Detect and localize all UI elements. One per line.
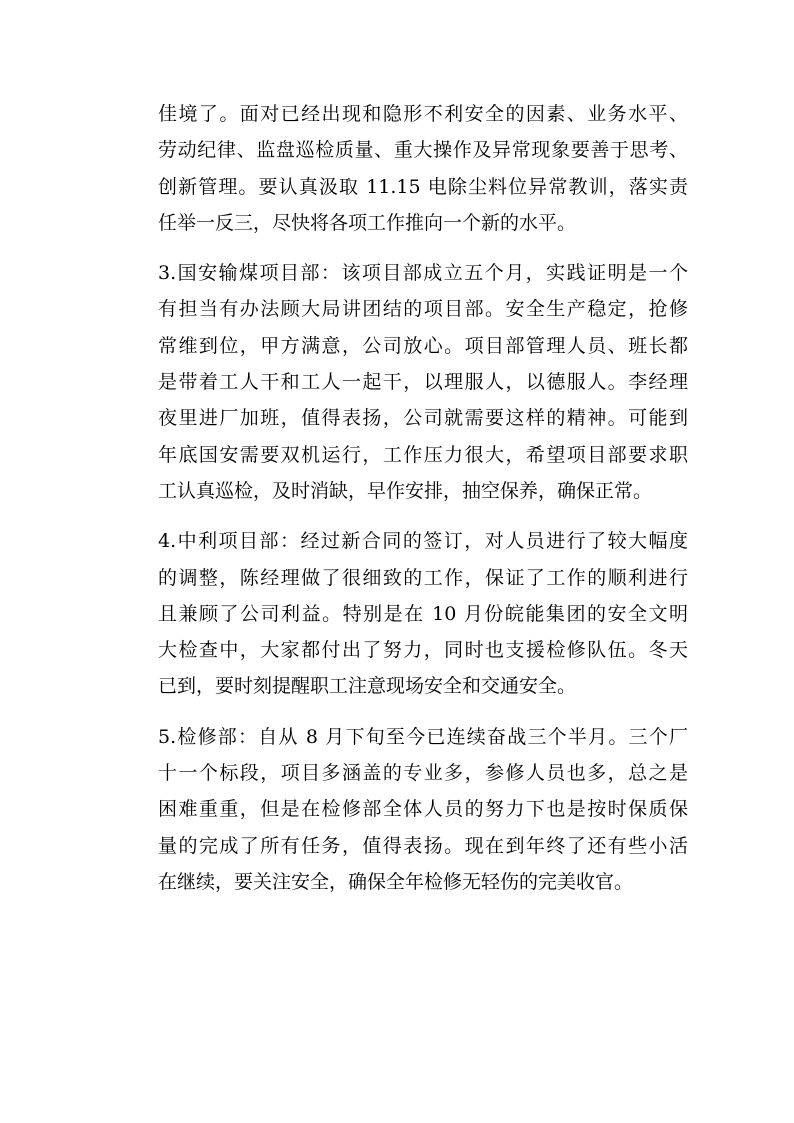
text-line: 是带着工人干和工人一起干，以理服人，以德服人。李经理 [158, 371, 688, 394]
paragraph-maintenance-dept [158, 719, 688, 900]
text-line: 任举一反三，尽快将各项工作推向一个新的水平。 [158, 211, 577, 234]
text-line: 5.检修部：自从 8 月下旬至今已连续奋战三个半月。三个厂 [158, 725, 688, 748]
document-body [158, 96, 688, 914]
text-line: 大检查中，大家都付出了努力，同时也支援检修队伍。冬天 [158, 639, 688, 662]
text-line: 年底国安需要双机运行，工作压力很大，希望项目部要求职 [158, 443, 688, 466]
paragraph-guoan-coal-project [158, 255, 688, 509]
text-line: 常维到位，甲方满意，公司放心。项目部管理人员、班长都 [158, 334, 688, 357]
text-line: 工认真巡检，及时消缺，早作安排，抽空保养，确保正常。 [158, 479, 653, 502]
paragraph-zhongli-project [158, 523, 688, 704]
text-line: 困难重重，但是在检修部全体人员的努力下也是按时保质保 [158, 798, 688, 821]
text-line: 劳动纪律、监盘巡检质量、重大操作及异常现象要善于思考、 [158, 139, 688, 162]
text-line: 在继续，要关注安全，确保全年检修无轻伤的完美收官。 [158, 870, 634, 893]
text-line: 3.国安输煤项目部：该项目部成立五个月，实践证明是一个 [158, 262, 688, 285]
text-line: 量的完成了所有任务，值得表扬。现在到年终了还有些小活 [158, 834, 688, 857]
paragraph-continuation [158, 96, 688, 241]
text-line: 已到，要时刻提醒职工注意现场安全和交通安全。 [158, 675, 577, 698]
text-line: 夜里进厂加班，值得表扬，公司就需要这样的精神。可能到 [158, 407, 688, 430]
text-line: 有担当有办法顾大局讲团结的项目部。安全生产稳定，抢修 [158, 298, 688, 321]
text-line: 十一个标段，项目多涵盖的专业多，参修人员也多，总之是 [158, 762, 688, 785]
text-line: 创新管理。要认真汲取 11.15 电除尘料位异常教训，落实责 [158, 175, 688, 198]
text-line: 的调整，陈经理做了很细致的工作，保证了工作的顺利进行 [158, 566, 688, 589]
text-line: 4.中利项目部：经过新合同的签订，对人员进行了较大幅度 [158, 530, 688, 553]
text-line: 佳境了。面对已经出现和隐形不利安全的因素、业务水平、 [158, 103, 688, 125]
text-line: 且兼顾了公司利益。特别是在 10 月份皖能集团的安全文明 [158, 602, 688, 625]
